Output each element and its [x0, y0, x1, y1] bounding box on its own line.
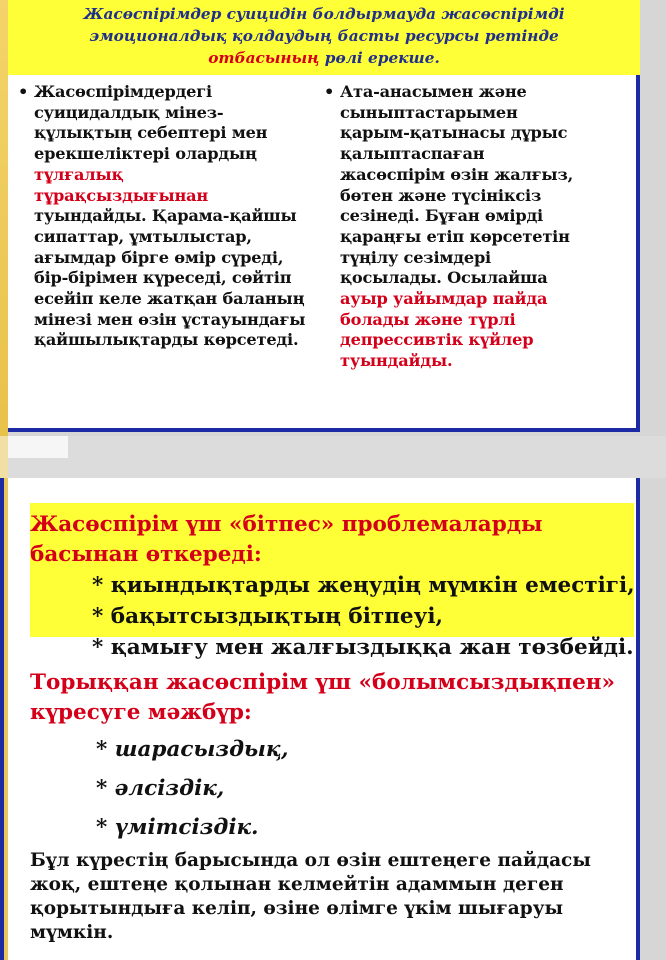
left-text-red: тұлғалық тұрақсыздығынан — [34, 164, 209, 205]
slide2-heading2-line1: Торыққан жасөспірім үш «болымсыздықпен» — [30, 670, 615, 695]
slide1-title-line3 — [8, 47, 640, 69]
separator-light-bar — [8, 436, 68, 458]
right-text-red: ауыр уайымдар пайда болады және түрлі депрессивтік күйлер туындайды. — [340, 289, 548, 371]
slide-gold-edge — [4, 478, 8, 960]
slide-gold-edge — [0, 0, 8, 440]
slide2-heading1-line1: Жасөспірім үш «бітпес» проблемаларды — [30, 512, 543, 537]
bullet-marker: • — [18, 82, 29, 101]
slide-separator — [0, 436, 666, 478]
slide-top — [0, 0, 640, 432]
separator-gold-strip — [0, 436, 8, 478]
problem-item: * қиындықтарды жеңудің мүмкін еместігі, — [92, 573, 635, 598]
slide1-right-column — [324, 82, 624, 372]
slide2-heading1-line2: басынан өткереді: — [30, 542, 262, 567]
slide1-title-rest: рөлі ерекше. — [319, 49, 440, 67]
problem-item: * бақытсыздықтың бітпеуі, — [92, 604, 444, 629]
slide2-conclusion-paragraph: Бұл күрестің барысында ол өзін ештеңеге пайдасы жоқ, ештеңе қолынан келмейтін адаммын деген қорытындыға келіп, өзіне өлімге үкім шығаруы мүмкін. — [30, 850, 591, 943]
problem-item: * қамығу мен жалғыздыққа жан төзбейді. — [92, 635, 634, 660]
slide1-left-column — [18, 82, 326, 351]
slide1-title-box — [8, 0, 640, 75]
right-text-part1: Ата-анасымен және сыныптастарымен қарым-қатынасы дұрыс қалыптаспаған жасөспірім өзін жалғыз, бөтен және түсініксіз сезінеді. Бұған өмірді қараңғы етіп көрсететін түңілу сезімдері қосылады. Осылайша — [340, 82, 574, 288]
bullet-marker: • — [324, 82, 335, 101]
left-text-part1: Жасөспірімдердегі суицидалдық мінез- құлықтың себептері мен ерекшеліктері олардың — [34, 82, 268, 164]
struggle-item: * әлсіздік, — [96, 776, 225, 801]
slide2-heading2-line2: күресуге мәжбүр: — [30, 700, 252, 725]
struggle-item: * шарасыздық, — [96, 737, 289, 762]
right-column-text — [340, 82, 624, 372]
left-text-part2: туындайды. Қарама-қайшы сипаттар, ұмтылыстар, ағымдар бірге өмір сүреді, бір-бірімен күреседі, сөйтіп есейіп келе жатқан баланың мінезі мен өзін ұстауындағы қайшылықтарды көрсетеді. — [34, 206, 306, 350]
slide1-title-line2: эмоционалдық қолдаудың басты ресурсы ретінде — [89, 27, 559, 45]
left-column-text — [34, 82, 326, 351]
slide1-title-highlight: отбасының — [208, 49, 320, 67]
slide1-title-line1: Жасөспірімдер суицидін болдырмауда жасөспірімді — [83, 5, 565, 23]
struggle-item: * үмітсіздік. — [96, 815, 259, 840]
